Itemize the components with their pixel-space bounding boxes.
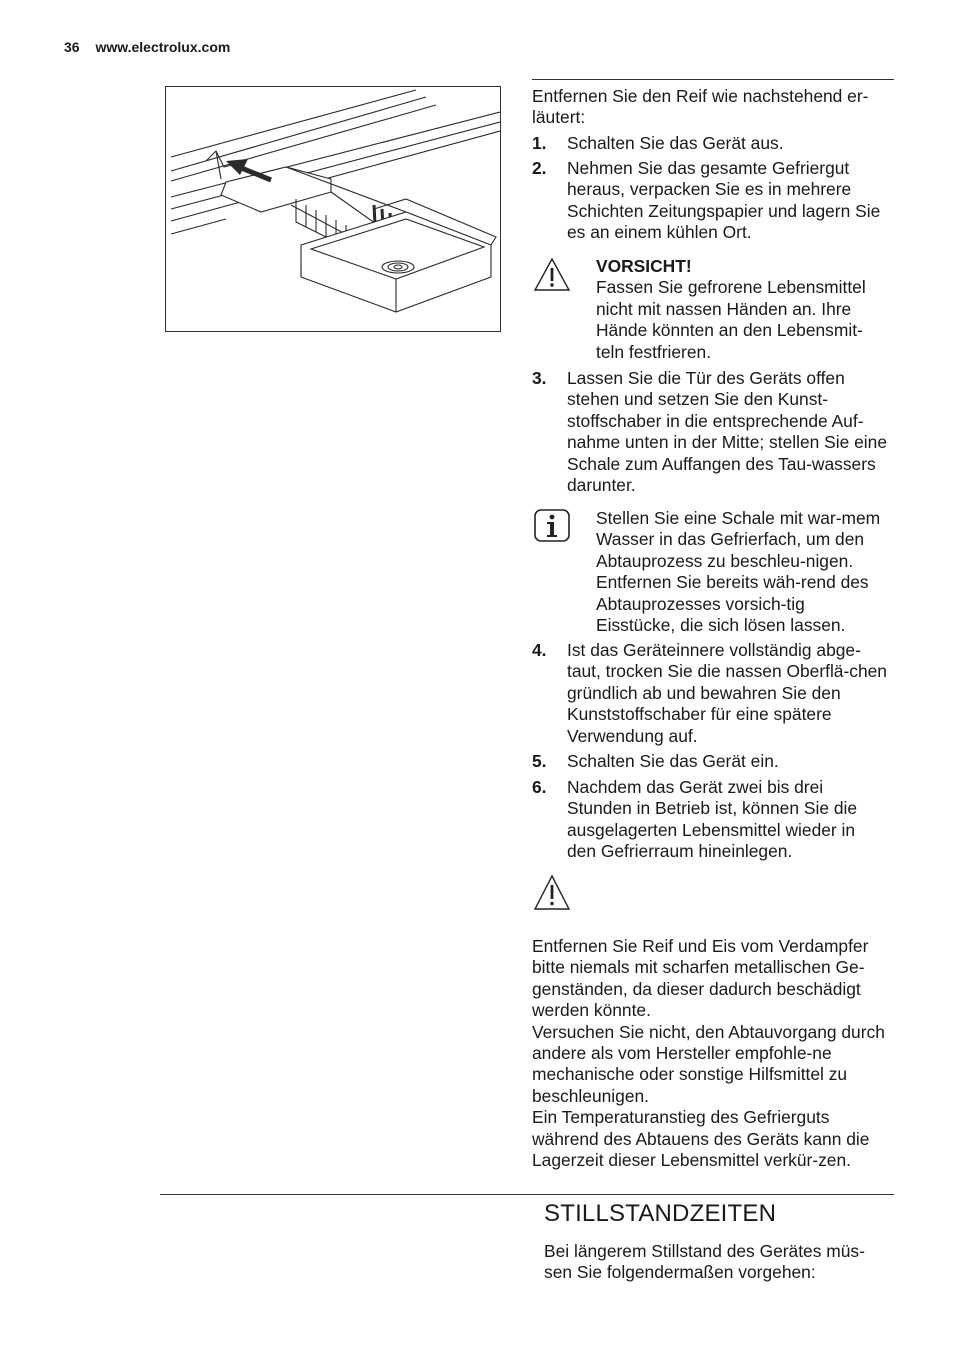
step-text: Schalten Sie das Gerät ein. <box>567 751 779 771</box>
step-number: 6. <box>532 777 547 797</box>
info-notice <box>532 508 887 636</box>
step-5 <box>532 751 887 772</box>
caution-text: Fassen Sie gefrorene Lebensmittel nicht mit nassen Händen an. Ihre Hände könnten an den Lebensmit-teln festfrieren. <box>596 277 866 362</box>
step-number: 4. <box>532 640 547 660</box>
step-6 <box>532 777 887 863</box>
warning-paragraph: Ein Temperaturanstieg des Gefrierguts während des Abtauens des Geräts kann die Lagerzeit dieser Lebensmittel verkür-zen. <box>532 1107 870 1171</box>
step-text: Nachdem das Gerät zwei bis drei Stunden in Betrieb ist, können Sie die ausgelagerten Lebensmittel wieder in den Gefrierraum hineinlegen. <box>567 777 858 862</box>
info-icon <box>532 508 596 636</box>
warning-triangle-icon <box>532 256 596 363</box>
section-divider <box>160 1194 894 1195</box>
section-title: STILLSTANDZEITEN <box>544 1200 777 1227</box>
step-text: Schalten Sie das Gerät aus. <box>567 133 784 153</box>
step-2 <box>532 158 887 244</box>
top-divider <box>532 79 894 80</box>
step-3 <box>532 368 887 496</box>
step-text: Lassen Sie die Tür des Geräts offen stehen und setzen Sie den Kunst-stoffschaber in die entsprechende Auf-nahme unten in der Mitte; stellen Sie eine Schale zum Auffangen des Tau-wassers darunter. <box>567 368 887 496</box>
info-text: Stellen Sie eine Schale mit war-mem Wasser in das Gefrierfach, um den Abtauprozess zu beschleu-nigen. Entfernen Sie bereits wäh-rend des Abtauprozesses vorsich-tig Eisstücke, die sich lösen lassen. <box>596 508 881 636</box>
caution-notice <box>532 256 887 363</box>
warning-text <box>532 936 887 1171</box>
section-text: Bei längerem Stillstand des Gerätes müs-sen Sie folgendermaßen vorgehen: <box>544 1241 865 1283</box>
intro-text: Entfernen Sie den Reif wie nachstehend er-läutert: <box>532 86 869 128</box>
warning-paragraph: Versuchen Sie nicht, den Abtauvorgang durch andere als vom Hersteller empfohle-ne mechanische oder sonstige Hilfsmittel zu beschleunigen. <box>532 1021 885 1106</box>
page-header <box>64 39 230 55</box>
step-text: Nehmen Sie das gesamte Gefriergut heraus, verpacken Sie es in mehrere Schichten Zeitungspapier und lagern Sie es an einem kühlen Ort. <box>567 158 881 243</box>
step-text: Ist das Geräteinnere vollständig abge-taut, trocken Sie die nassen Oberflä-chen gründlich ab und bewahren Sie den Kunststoffschaber für eine spätere Verwendung auf. <box>567 640 887 746</box>
warning-triangle-icon <box>532 873 572 918</box>
step-number: 2. <box>532 158 547 178</box>
step-number: 5. <box>532 751 547 771</box>
caution-title: VORSICHT! <box>596 256 692 276</box>
step-number: 1. <box>532 133 547 153</box>
defrost-scraper-illustration <box>165 86 501 332</box>
warning-paragraph: Entfernen Sie Reif und Eis vom Verdampfer bitte niemals mit scharfen metallischen Ge-genständen, da dieser dadurch beschädigt werden könnte. <box>532 936 869 1021</box>
step-4 <box>532 640 887 747</box>
step-number: 3. <box>532 368 547 388</box>
step-1 <box>532 133 887 154</box>
page-number: 36 <box>64 39 80 55</box>
website-url: www.electrolux.com <box>95 39 231 55</box>
